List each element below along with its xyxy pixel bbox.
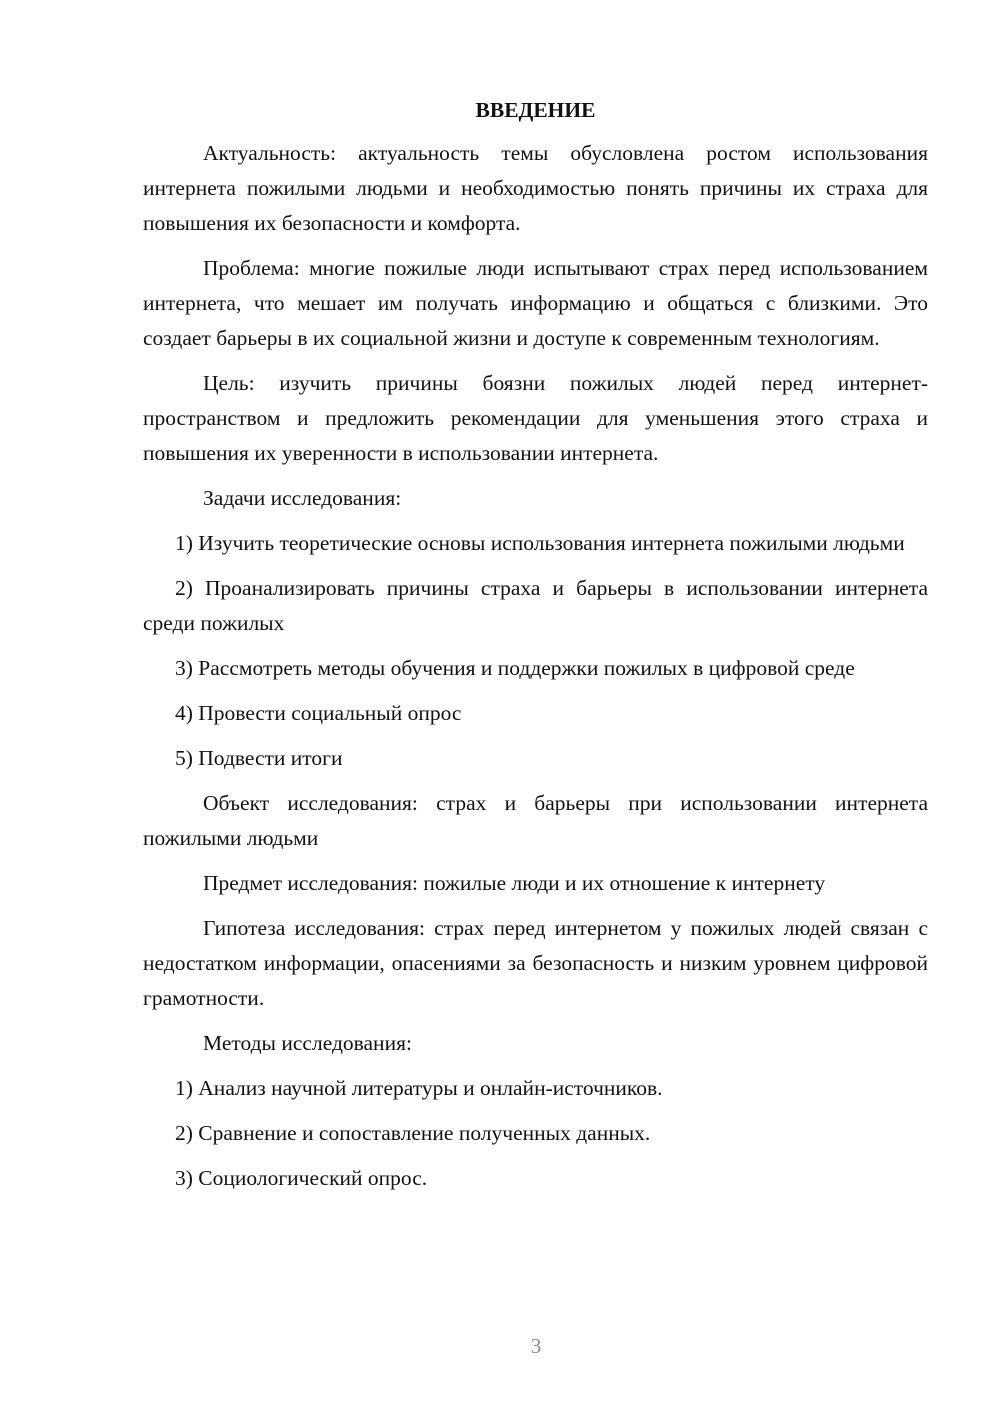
task-item: 3) Рассмотреть методы обучения и поддержки пожилых в цифровой среде <box>175 656 855 680</box>
hypothesis-paragraph: Гипотеза исследования: страх перед интернетом у пожилых людей связан с недостатком информации, опасениями за безопасность и низким уровнем цифровой грамотности. <box>143 916 928 1010</box>
page-content <box>143 96 928 1206</box>
task-item: 1) Изучить теоретические основы использования интернета пожилыми людьми <box>175 531 905 555</box>
tasks-heading: Задачи исследования: <box>203 486 402 510</box>
subject-paragraph: Предмет исследования: пожилые люди и их отношение к интернету <box>203 871 826 895</box>
task-item: 5) Подвести итоги <box>175 746 343 770</box>
task-item: 2) Проанализировать причины страха и барьеры в использовании интернета среди пожилых <box>143 576 928 635</box>
relevance-paragraph: Актуальность: актуальность темы обусловлена ростом использования интернета пожилыми людьми и необходимостью понять причины их страха для повышения их безопасности и комфорта. <box>143 141 928 235</box>
section-title: ВВЕДЕНИЕ <box>475 98 596 122</box>
task-item: 4) Провести социальный опрос <box>175 701 462 725</box>
page-number: 3 <box>530 1334 542 1358</box>
method-item: 1) Анализ научной литературы и онлайн-источников. <box>175 1076 663 1100</box>
object-paragraph: Объект исследования: страх и барьеры при использовании интернета пожилыми людьми <box>143 791 928 850</box>
method-item: 3) Социологический опрос. <box>175 1166 428 1190</box>
methods-heading: Методы исследования: <box>203 1031 412 1055</box>
method-item: 2) Сравнение и сопоставление полученных данных. <box>175 1121 651 1145</box>
goal-paragraph: Цель: изучить причины боязни пожилых людей перед интернет-пространством и предложить рекомендации для уменьшения этого страха и повышения их уверенности в использовании интернета. <box>143 371 928 465</box>
problem-paragraph: Проблема: многие пожилые люди испытывают страх перед использованием интернета, что мешает им получать информацию и общаться с близкими. Это создает барьеры в их социальной жизни и доступе к современным технологиям. <box>143 256 928 350</box>
